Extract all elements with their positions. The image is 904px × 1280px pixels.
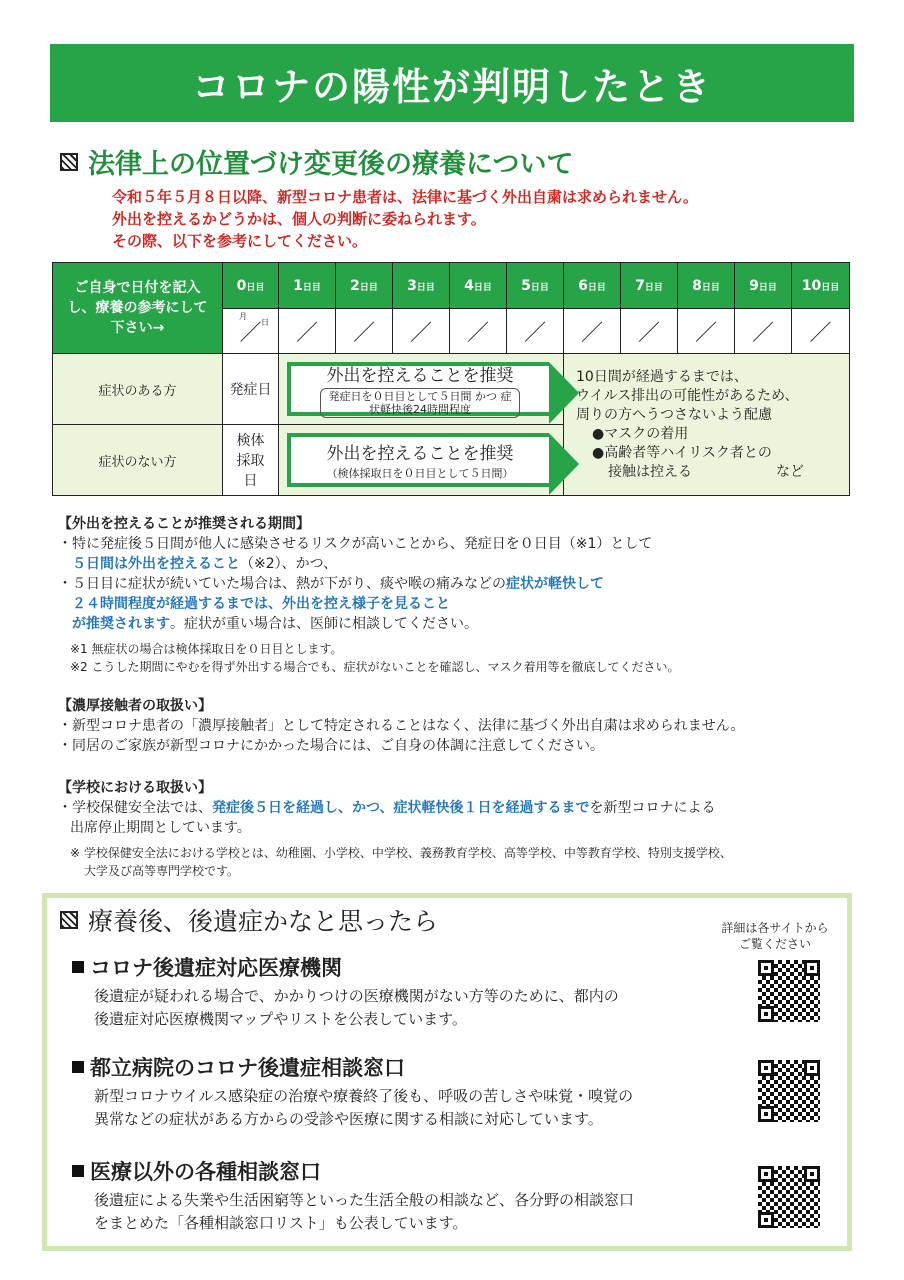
day-header: 7日目	[621, 263, 678, 309]
square-bullet-icon	[72, 961, 84, 973]
square-bullet-icon	[72, 1165, 84, 1177]
hatch-icon	[60, 153, 78, 171]
date-entry-cell[interactable]: ／	[678, 309, 735, 354]
day-header: 5日目	[507, 263, 564, 309]
advice-line: ●マスクの着用	[592, 425, 689, 442]
day-header: 0日目	[223, 263, 279, 309]
date-entry-cell[interactable]: ／	[336, 309, 393, 354]
date-entry-cell[interactable]: ／	[393, 309, 450, 354]
contact-heading: 【濃厚接触者の取扱い】	[58, 698, 212, 714]
qr-code-icon[interactable]	[758, 1060, 820, 1122]
school-heading: 【学校における取扱い】	[58, 780, 212, 796]
advice-line: 接触は控える など	[608, 463, 804, 480]
policy-notes	[112, 186, 698, 252]
row-start-symptomatic: 発症日	[223, 354, 279, 425]
contact-line: ・新型コロナ患者の「濃厚接触者」として特定されることはなく、法律に基づく外出自粛は求められません。	[58, 718, 745, 734]
school-note: ※ 学校保健安全法における学校とは、幼稚園、小学校、中学校、義務教育学校、高等学校、中等教育学校、特別支援学校、	[70, 846, 732, 860]
day-header: 8日目	[678, 263, 735, 309]
item-desc-consultation: 後遺症による失業や生活困窮等といった生活全般の相談など、各分野の相談窓口 をまとめた「各種相談窓口リスト」も公表しています。	[94, 1191, 635, 1232]
qr-code-icon[interactable]	[758, 960, 820, 1022]
date-entry-cell[interactable]: ／	[279, 309, 336, 354]
day-header: 10日目	[792, 263, 850, 309]
hatch-icon	[60, 911, 78, 929]
date-entry-cell[interactable]: ／	[735, 309, 792, 354]
item-desc-clinics: 後遺症が疑われる場合で、かかりつけの医療機関がない方等のために、都内の 後遺症対応医療機関マップやリストを公表しています。	[94, 987, 619, 1028]
title-banner	[50, 44, 854, 122]
contact-line: ・同居のご家族が新型コロナにかかった場合には、ご自身の体調に注意してください。	[58, 738, 604, 754]
qr-code-icon[interactable]	[758, 1166, 820, 1228]
square-bullet-icon	[72, 1061, 84, 1073]
policy-note: 令和５年５月８日以降、新型コロナ患者は、法律に基づく外出自粛は求められません。	[112, 188, 698, 206]
period-line: ５日間は外出を控えること（※2）、かつ、	[72, 556, 338, 572]
day-header: 6日目	[564, 263, 621, 309]
day-header: 9日目	[735, 263, 792, 309]
arrow-title: 外出を控えることを推奨	[326, 365, 514, 386]
qr-instruction: 詳細は各サイトから ご覧ください	[721, 921, 829, 951]
page-title: コロナの陽性が判明したとき	[191, 64, 712, 109]
period-line: が推奨されます。症状が重い場合は、医師に相談してください。	[72, 616, 478, 632]
advice-line: 10日間が経過するまでは、	[576, 368, 748, 385]
period-line: ・特に発症後５日間が他人に感染させるリスクが高いことから、発症日を０日目（※1）として	[58, 536, 653, 552]
date-entry-cell[interactable]: ／	[507, 309, 564, 354]
period-line: ・５日目に症状が続いていた場合は、熱が下がり、痰や喉の痛みなどの症状が軽快して	[58, 576, 604, 592]
period-heading: 【外出を控えることが推奨される期間】	[58, 516, 310, 532]
advice-line: ●高齢者等ハイリスク者との	[592, 444, 772, 461]
day-header: 3日目	[393, 263, 450, 309]
advice-box	[564, 354, 850, 496]
item-heading-consultation: 医療以外の各種相談窓口	[72, 1156, 321, 1186]
arrow-title: 外出を控えることを推奨	[326, 444, 514, 464]
period-note: ※1 無症状の場合は検体採取日を０日目とします。	[70, 642, 343, 656]
section-heading-treatment	[60, 142, 573, 181]
schedule-table	[52, 262, 850, 496]
day-header: 1日目	[279, 263, 336, 309]
date-entry-cell[interactable]: ／	[792, 309, 850, 354]
date-entry-cell[interactable]: ／	[564, 309, 621, 354]
section-heading-text: 法律上の位置づけ変更後の療養について	[88, 149, 574, 180]
arrow-note: （検体採取日を０日目として５日間）	[326, 467, 514, 480]
item-heading-clinics: コロナ後遺症対応医療機関	[72, 952, 342, 982]
period-section	[58, 514, 680, 676]
recommend-arrow-asymptomatic	[279, 425, 564, 496]
school-line: 出席停止期間としています。	[70, 820, 251, 836]
date-entry-cell[interactable]: ／	[450, 309, 507, 354]
schedule-instruction: ご自身で日付を記入し、療養の参考にして下さい→	[53, 263, 223, 354]
row-start-asymptomatic: 検体採取日	[223, 425, 279, 496]
school-line: ・学校保健安全法では、発症後５日を経過し、かつ、症状軽快後１日を経過するまでを新型コロナによる	[58, 800, 716, 816]
row-label-asymptomatic: 症状のない方	[53, 425, 223, 496]
item-desc-hospital: 新型コロナウイルス感染症の治療や療養終了後も、呼吸の苦しさや味覚・嗅覚の 異常などの症状がある方からの受診や医療に関する相談に対応しています。	[94, 1087, 634, 1128]
contact-section	[58, 696, 745, 756]
after-care-heading: 療養後、後遺症かなと思ったら	[60, 902, 438, 938]
day-header: 2日目	[336, 263, 393, 309]
item-heading-hospital: 都立病院のコロナ後遺症相談窓口	[72, 1052, 405, 1082]
date-entry-cell[interactable]: ／	[621, 309, 678, 354]
period-line: ２４時間程度が経過するまでは、外出を控え様子を見ること	[72, 596, 450, 612]
arrow-note: 発症日を０日目として５日間 かつ 症状軽快後24時間程度	[320, 388, 520, 418]
recommend-arrow-symptomatic	[279, 354, 564, 425]
advice-line: 周りの方へうつさないよう配慮	[576, 406, 772, 423]
policy-note: 外出を控えるかどうかは、個人の判断に委ねられます。	[112, 210, 486, 228]
day-header: 4日目	[450, 263, 507, 309]
period-note: ※2 こうした期間にやむを得ず外出する場合でも、症状がないことを確認し、マスク着用等を徹底してください。	[70, 660, 680, 674]
advice-line: ウイルス排出の可能性があるため、	[576, 387, 799, 404]
school-note: 大学及び高等専門学校です。	[84, 864, 240, 878]
school-section	[58, 778, 732, 880]
row-label-symptomatic: 症状のある方	[53, 354, 223, 425]
policy-note: その際、以下を参考にしてください。	[112, 232, 368, 250]
date-entry-cell[interactable]: 月 日 ／	[223, 309, 279, 354]
